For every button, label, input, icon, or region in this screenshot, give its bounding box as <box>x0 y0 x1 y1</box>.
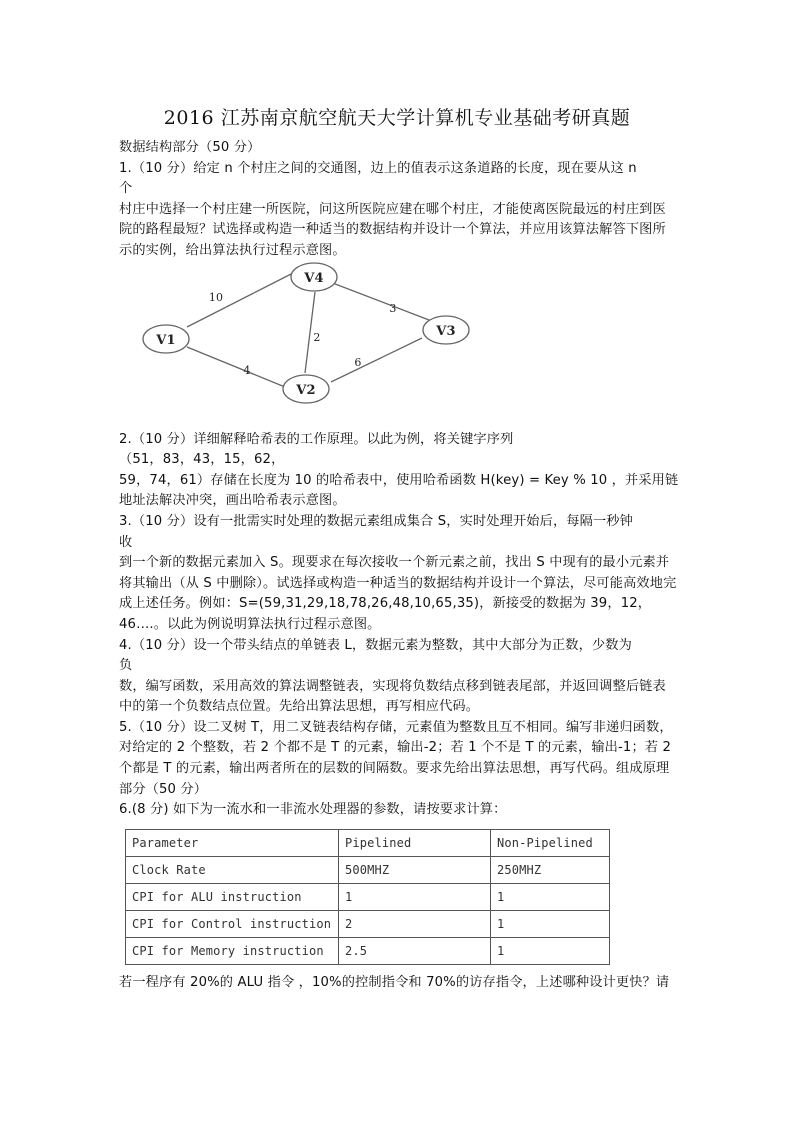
q4-line1: 4.（10 分）设一个带头结点的单链表 L，数据元素为整数，其中大部分为正数，少数为 <box>119 637 632 653</box>
edge-weight-v4-v3: 3 <box>389 301 397 315</box>
table-row <box>126 937 610 964</box>
village-graph-figure <box>119 262 679 430</box>
node-label-v3: V3 <box>436 323 456 339</box>
table-cell: 2.5 <box>339 937 491 964</box>
table-header-cell: Non-Pipelined <box>491 829 610 856</box>
q4-body: 数，编写函数，采用高效的算法调整链表，实现将负数结点移到链表尾部，并返回调整后链表中的第一个负数结点位置。先给出算法思想，再写相应代码。 <box>119 678 666 715</box>
village-graph <box>119 262 679 430</box>
node-label-v4: V4 <box>304 270 324 286</box>
table-cell: CPI for Memory instruction <box>126 937 339 964</box>
edge-weight-v1-v4: 10 <box>208 290 224 304</box>
q3-body: 到一个新的数据元素加入 S。现要求在每次接收一个新元素之前，找出 S 中现有的最小元素并将其输出（从 S 中删除）。试选择或构造一种适当的数据结构并设计一个算法，尽可能高效地完成上述任务。例如：S=(59,31,29,18,78,26,48,10,65,35)，新接受的数据为 39，12，46….。以此为例说明算法执行过程示意图。 <box>119 555 677 632</box>
q2-line2: （51，83，43，15，62， <box>119 452 285 468</box>
edge-weight-v2-v3: 6 <box>354 355 362 369</box>
q6-line1: 6.(8 分) 如下为一流水和一非流水处理器的参数，请按要求计算： <box>119 802 507 818</box>
q4-line2: 负 <box>119 658 133 674</box>
edge-v2-v3 <box>331 338 422 382</box>
q1-body: 村庄中选择一个村庄建一所医院，问这所医院应建在哪个村庄，才能使离医院最远的村庄到医院的路程最短？试选择或构造一种适当的数据结构并设计一个算法，并应用该算法解答下图所示的实例，给出算法执行过程示意图。 <box>119 201 666 258</box>
section-heading: 数据结构部分（50 分） <box>119 140 261 155</box>
edge-v1-v2 <box>187 347 285 387</box>
q2-line1: 2.（10 分）详细解释哈希表的工作原理。以此为例，将关键字序列 <box>119 431 514 447</box>
table-cell: 2 <box>339 910 491 937</box>
edge-v4-v3 <box>330 282 429 320</box>
table-cell: 1 <box>491 937 610 964</box>
q3-line2: 收 <box>119 534 133 550</box>
table-header-row <box>126 829 610 856</box>
table-cell: CPI for ALU instruction <box>126 883 339 910</box>
table-cell: 1 <box>339 883 491 910</box>
table-cell: CPI for Control instruction <box>126 910 339 937</box>
table-cell: 1 <box>491 883 610 910</box>
edge-v1-v4 <box>187 271 297 327</box>
q3-line1: 3.（10 分）设有一批需实时处理的数据元素组成集合 S，实时处理开始后，每隔一秒钟 <box>119 513 633 529</box>
table-cell: 500MHZ <box>339 856 491 883</box>
processor-params-table <box>125 829 610 965</box>
q1-line1: 1.（10 分）给定 n 个村庄之间的交通图，边上的值表示这条道路的长度，现在要从这 n <box>119 160 637 176</box>
edge-weight-v4-v2: 2 <box>313 330 321 344</box>
table-row <box>126 856 610 883</box>
document-body <box>119 138 679 993</box>
node-label-v1: V1 <box>156 332 176 348</box>
table-row <box>126 883 610 910</box>
q2-body: 59，74，61）存储在长度为 10 的哈希表中，使用哈希函数 H(key) = Key % 10 ，并采用链地址法解决冲突，画出哈希表示意图。 <box>119 472 679 509</box>
table-cell: 1 <box>491 910 610 937</box>
q1-line2: 个 <box>119 181 133 197</box>
q6-last-line: 若一程序有 20%的 ALU 指令 ，10%的控制指令和 70%的访存指令，上述哪种设计更快？请 <box>119 974 670 990</box>
table-cell: 250MHZ <box>491 856 610 883</box>
table-cell: Clock Rate <box>126 856 339 883</box>
table-row <box>126 910 610 937</box>
edge-weight-v1-v2: 4 <box>243 363 251 377</box>
node-label-v2: V2 <box>296 382 316 398</box>
document-title: 2016 江苏南京航空航天大学计算机专业基础考研真题 <box>163 107 631 129</box>
table-header-cell: Pipelined <box>339 829 491 856</box>
table-header-cell: Parameter <box>126 829 339 856</box>
q5-body: 5.（10 分）设二叉树 T，用二叉链表结构存储，元素值为整数且互不相同。编写非递归函数，对给定的 2 个整数，若 2 个都不是 T 的元素，输出-2；若 1 个不是 T 的元素，输出-1；若 2 个都是 T 的元素，输出两者所在的层数的间隔数。要求先给出算法思想，再写代码。组成原理部分（50 分） <box>119 719 673 797</box>
